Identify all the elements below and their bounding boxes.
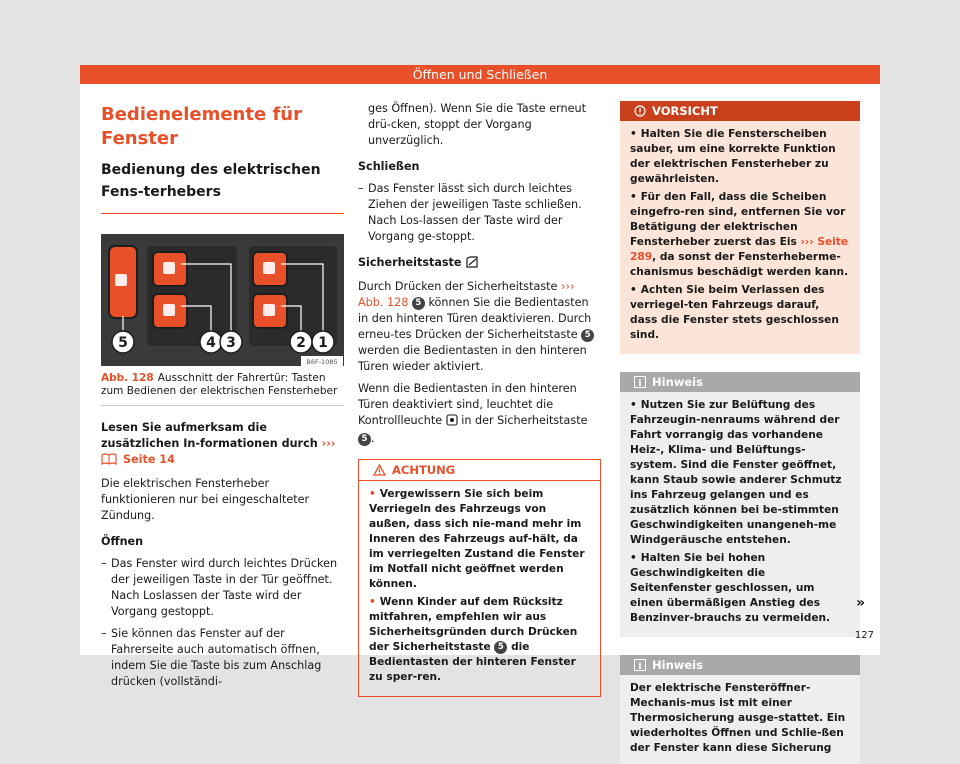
- callout-number: 5: [412, 297, 425, 310]
- figure-label: 2: [296, 335, 306, 351]
- column-left: [101, 103, 344, 690]
- figure-caption: [101, 372, 344, 406]
- chapter-header: Öffnen und Schließen: [80, 65, 880, 84]
- window-switch-figure: [101, 234, 344, 366]
- callout-number: 5: [581, 329, 594, 342]
- lead-paragraph: Lesen Sie aufmerksam die zusätzlichen In-formationen durch ››› Seite 14: [101, 420, 344, 470]
- note-header: i Hinweis: [620, 655, 860, 675]
- note-item: • Halten Sie bei hohen Geschwindigkeiten die Seitenfenster geschlossen, um einen übermäßigen Anstieg des Benzinver-brauchs zu vermeiden.: [630, 552, 831, 624]
- warning-header: ACHTUNG: [359, 460, 600, 481]
- safety-paragraph-1: Durch Drücken der Sicherheitstaste ››› Abb. 128 5 können Sie die Bedientasten in den hinteren Türen deaktivieren. Durch erneu-tes Drücken der Sicherheitstaste 5 werden die Bedientasten in den hinteren Türen wieder aktiviert.: [358, 279, 601, 375]
- warning-body: [359, 481, 600, 696]
- intro-text: Die elektrischen Fensterheber funktionieren nur bei eingeschalteter Zündung.: [101, 477, 310, 522]
- window-switch-illustration: [101, 234, 344, 366]
- svg-text:i: i: [638, 379, 642, 388]
- open-item: – Sie können das Fenster auf der Fahrerseite auch automatisch öffnen, indem Sie die Taste bis zum Anschlag drücken (vollständi-: [101, 626, 344, 690]
- callout-number: 5: [358, 433, 371, 446]
- info-icon: [634, 657, 646, 677]
- continued-text: ges Öffnen). Wenn Sie die Taste erneut drü-cken, stoppt der Vorgang unverzüglich.: [368, 102, 586, 147]
- page-number: 127: [854, 630, 874, 641]
- caution-box: [620, 101, 860, 354]
- figure-label: 1: [318, 335, 328, 351]
- open-item: – Das Fenster wird durch leichtes Drücken der jeweiligen Taste in der Tür geöffnet. Nach Loslassen der Taste wird der Vorgang gestoppt.: [101, 556, 344, 620]
- control-lamp-icon: [446, 414, 458, 431]
- note-header: i Hinweis: [620, 372, 860, 392]
- window-lock-icon: [465, 256, 479, 273]
- page-link[interactable]: Seite 14: [123, 453, 175, 466]
- column-right: [620, 101, 860, 764]
- caution-header: VORSICHT: [620, 101, 860, 121]
- page-link[interactable]: Seite 289: [630, 236, 849, 263]
- note-text: Der elektrische Fensteröffner-Mechanis-mus ist mit einer Thermosicherung ausge-stattet. Ein wiederholtes Öffnen und Schlie-ßen der Fenster kann diese Sicherung: [630, 682, 846, 754]
- caution-item: • Für den Fall, dass die Scheiben eingefro-ren sind, entfernen Sie vor Betätigung der elektrischen Fensterheber zuerst das Eis ››› Seite 289, da sonst der Fensterheberme-chanismus beschädigt werden kann.: [630, 191, 849, 278]
- warning-box: [358, 459, 601, 697]
- figure-link[interactable]: Abb. 128: [358, 296, 409, 309]
- note-box-1: [620, 372, 860, 637]
- note-body: [620, 675, 860, 764]
- open-heading: Öffnen: [101, 535, 144, 548]
- note-item: • Nutzen Sie zur Belüftung des Fahrzeugin-nenraums während der Fahrt vorrangig das vorhandene Heiz-, Klima- und Belüftungs-system. Sind die Fenster geöffnet, kann Staub sowie anderer Schmutz ins Fahrzeug gelangen und es zusätzlich können bei be-stimmten Geschwindigkeiten unangeneh-me Windgeräusche entstehen.: [630, 399, 842, 546]
- figure-label: 4: [206, 335, 216, 351]
- note-body: [620, 392, 860, 637]
- safety-heading: Sicherheitstaste: [358, 255, 601, 273]
- figure-caption-text: Ausschnitt der Fahrertür: Tasten zum Bedienen der elektrischen Fensterheber: [101, 372, 338, 397]
- column-middle: [358, 101, 601, 697]
- caution-item: • Achten Sie beim Verlassen des verriegel-ten Fahrzeugs darauf, dass die Fenster stets geschlossen sind.: [630, 284, 839, 341]
- callout-number: 5: [494, 641, 507, 654]
- caution-body: [620, 121, 860, 354]
- safety-paragraph-2: Wenn die Bedientasten in den hinteren Türen deaktiviert sind, leuchtet die Kontrollleuchte in der Sicherheitstaste 5 .: [358, 382, 588, 445]
- svg-text:i: i: [638, 662, 642, 671]
- section-title: Bedienelemente für Fenster: [101, 104, 302, 149]
- warning-triangle-icon: [373, 462, 386, 482]
- close-item: – Das Fenster lässt sich durch leichtes Ziehen der jeweiligen Taste schließen. Nach Los-lassen der Taste wird der Vorgang ge-stoppt.: [358, 181, 601, 245]
- note-box-2: [620, 655, 860, 764]
- subsection-title: Bedienung des elektrischen Fens-terhebers: [101, 159, 344, 214]
- info-icon: [634, 374, 646, 394]
- figure-label: 3: [226, 335, 236, 351]
- figure-code: B6F-1085: [306, 358, 338, 366]
- warning-item: • Wenn Kinder auf dem Rücksitz mitfahren, empfehlen wir aus Sicherheitsgründen durch Drücken der Sicherheitstaste 5 die Bedientasten der hinteren Fenster zu sper-ren.: [369, 596, 578, 683]
- continue-mark: »: [856, 595, 866, 611]
- book-icon: [101, 453, 117, 470]
- caution-item: • Halten Sie die Fensterscheiben sauber, um eine korrekte Funktion der elektrischen Fensterheber zu gewährleisten.: [630, 128, 836, 185]
- close-heading: Schließen: [358, 160, 420, 173]
- figure-label: 5: [118, 335, 128, 351]
- manual-page: [80, 65, 880, 754]
- figure-ref: Abb. 128: [101, 372, 154, 384]
- caution-circle-icon: [634, 103, 646, 123]
- warning-item: • Vergewissern Sie sich beim Verriegeln des Fahrzeugs von außen, dass sich nie-mand mehr im Inneren des Fahrzeugs auf-hält, da im verriegelten Zustand die Fenster im Notfall nicht geöffnet werden können.: [369, 488, 585, 590]
